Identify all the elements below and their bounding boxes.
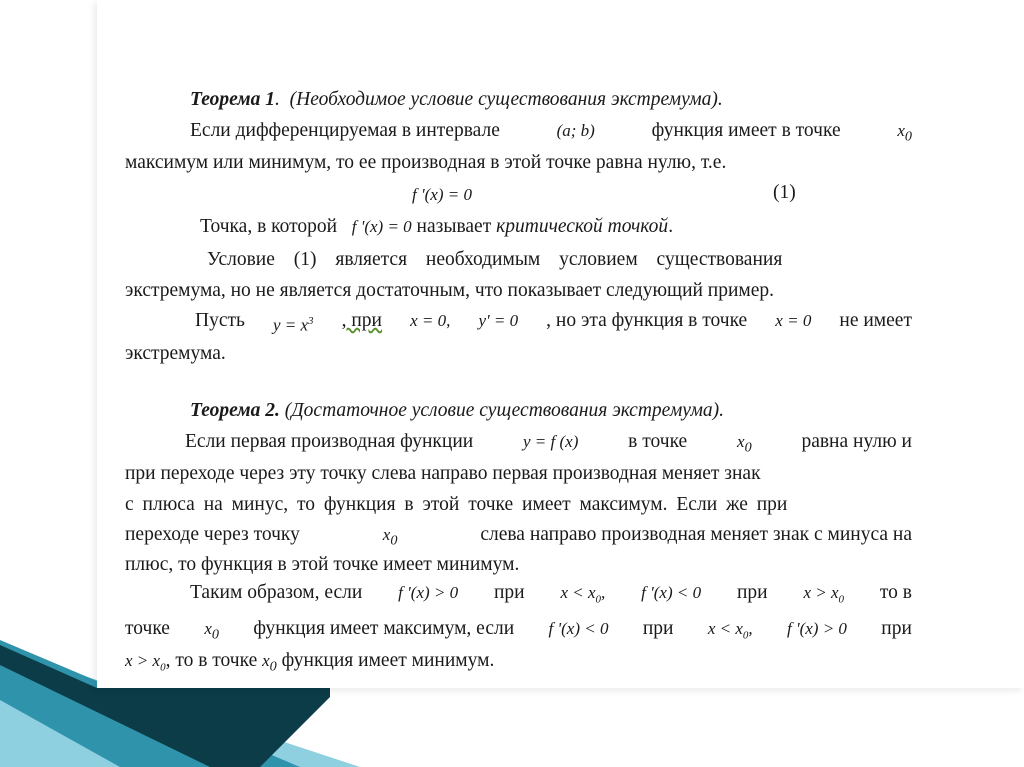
theorem2-line1: Если первая производная функции y = f (x) в точке $x_0$ равна нулю и [185,430,912,459]
example-function: $y = x^3$ [272,315,314,335]
theorem2-line3: с плюса на минус, то функция в этой точке имеет максимум. Если же при [125,494,788,515]
theorem2-line5: плюс, то функция в этой точке имеет минимум. [125,554,520,575]
theorem2-heading-title: (Достаточное условие существования экстремума). [284,400,725,421]
theorem2-line2: при переходе через эту точку слева направо первая производная меняет знак [125,463,761,484]
theorem1-line2: максимум или минимум, то ее производная в этой точке равна нулю, т.е. [125,152,727,173]
interval-math: (a; b) [556,121,595,140]
formula-1: f '(x) = 0 [412,185,472,204]
theorem2-heading [190,399,724,423]
theorem2-line6: Таким образом, если f '(x) > 0 при $x < x_0$, f '(x) < 0 при $x > x_0$ то в [190,582,912,606]
theorem2-line4: переходе через точку $x_0$ слева направо производная меняет знак с минуса на [125,524,912,549]
theorem2-heading-bold: Теорема 2. [190,400,280,421]
theorem2-line7: точке $x_0$ функция имеет максимум, если f '(x) < 0 при $x < x_0$, f '(x) > 0 при [125,618,912,643]
point-x0: $x_0$ [897,121,912,145]
critical-point-term: критической точкой [496,216,669,237]
theorem1-heading-title: (Необходимое условие существования экстремума). [289,89,723,110]
theorem2-line8: $x > x_0$, то в точке $x_0$ функция имеет минимум. [125,650,495,675]
function-math: y = f (x) [523,432,579,451]
formula-number: (1) [773,182,796,203]
theorem1-line1: Если дифференцируемая в интервале (a; b) функция имеет в точке $x_0$ [190,119,912,148]
theorem1-line8: экстремума. [125,343,226,364]
critical-math: f '(x) = 0 [351,217,412,236]
theorem1-line4: Точка, в которой f '(x) = 0 называет критической точкой. [200,216,674,237]
theorem1-line6: экстремума, но не является достаточным, что показывает следующий пример. [125,280,775,301]
theorem1-line5: Условие (1) является необходимым условием существования [207,249,783,270]
theorem1-line7: Пусть $y = x^3$ , при x = 0, y' = 0 , но эта функция в точке x = 0 не имеет [195,309,912,338]
theorem1-heading-bold: Теорема 1 [190,89,276,110]
theorem1-heading: Теорема 1. (Необходимое условие существования экстремума). [190,89,723,110]
